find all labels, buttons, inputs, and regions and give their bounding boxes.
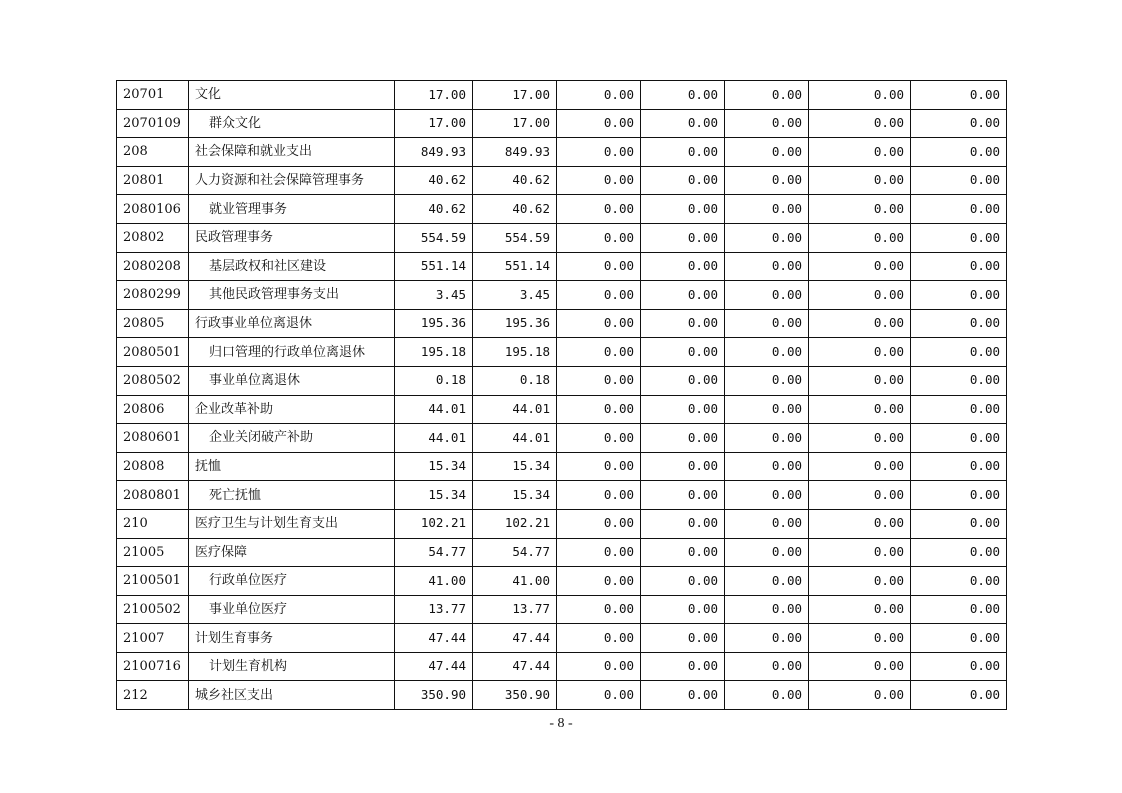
amount-cell: 0.00 — [557, 481, 641, 510]
amount-cell: 13.77 — [395, 595, 473, 624]
amount-cell: 15.34 — [473, 452, 557, 481]
amount-cell: 40.62 — [473, 166, 557, 195]
amount-cell: 0.00 — [809, 624, 911, 653]
amount-cell: 0.00 — [725, 195, 809, 224]
amount-cell: 195.18 — [395, 338, 473, 367]
amount-cell: 0.00 — [725, 452, 809, 481]
amount-cell: 0.00 — [641, 595, 725, 624]
amount-cell: 17.00 — [473, 109, 557, 138]
subject-code-cell: 2080502 — [117, 366, 189, 395]
subject-code-cell: 2080801 — [117, 481, 189, 510]
amount-cell: 0.00 — [557, 338, 641, 367]
amount-cell: 0.00 — [911, 195, 1007, 224]
amount-cell: 15.34 — [395, 452, 473, 481]
amount-cell: 0.00 — [557, 109, 641, 138]
amount-cell: 47.44 — [395, 652, 473, 681]
subject-code-cell: 20701 — [117, 81, 189, 110]
amount-cell: 102.21 — [395, 509, 473, 538]
subject-name-cell: 行政事业单位离退休 — [189, 309, 395, 338]
table-row — [117, 595, 1007, 624]
amount-cell: 0.00 — [911, 309, 1007, 338]
amount-cell: 44.01 — [395, 424, 473, 453]
budget-table-container — [116, 80, 1006, 710]
subject-code-cell: 20805 — [117, 309, 189, 338]
amount-cell: 0.00 — [641, 567, 725, 596]
subject-name-cell: 企业关闭破产补助 — [189, 424, 395, 453]
subject-name-cell: 文化 — [189, 81, 395, 110]
table-row — [117, 138, 1007, 167]
amount-cell: 47.44 — [473, 652, 557, 681]
subject-code-cell: 20808 — [117, 452, 189, 481]
amount-cell: 0.00 — [725, 223, 809, 252]
subject-code-cell: 21007 — [117, 624, 189, 653]
amount-cell: 0.00 — [911, 567, 1007, 596]
amount-cell: 0.00 — [641, 166, 725, 195]
subject-name-cell: 死亡抚恤 — [189, 481, 395, 510]
amount-cell: 0.00 — [911, 366, 1007, 395]
amount-cell: 551.14 — [473, 252, 557, 281]
table-row — [117, 338, 1007, 367]
table-row — [117, 223, 1007, 252]
amount-cell: 0.00 — [725, 624, 809, 653]
subject-code-cell: 212 — [117, 681, 189, 710]
subject-code-cell: 20801 — [117, 166, 189, 195]
amount-cell: 0.00 — [809, 681, 911, 710]
amount-cell: 0.00 — [911, 252, 1007, 281]
subject-code-cell: 2080501 — [117, 338, 189, 367]
amount-cell: 15.34 — [473, 481, 557, 510]
amount-cell: 0.00 — [557, 252, 641, 281]
amount-cell: 0.00 — [809, 652, 911, 681]
subject-name-cell: 就业管理事务 — [189, 195, 395, 224]
amount-cell: 0.00 — [557, 309, 641, 338]
amount-cell: 0.00 — [641, 138, 725, 167]
amount-cell: 0.00 — [641, 81, 725, 110]
amount-cell: 849.93 — [395, 138, 473, 167]
subject-code-cell: 2100716 — [117, 652, 189, 681]
amount-cell: 0.00 — [725, 338, 809, 367]
amount-cell: 0.00 — [557, 195, 641, 224]
amount-cell: 0.00 — [911, 338, 1007, 367]
amount-cell: 0.00 — [911, 595, 1007, 624]
amount-cell: 0.00 — [725, 81, 809, 110]
amount-cell: 40.62 — [395, 195, 473, 224]
amount-cell: 0.00 — [641, 624, 725, 653]
table-row — [117, 652, 1007, 681]
amount-cell: 0.00 — [725, 366, 809, 395]
amount-cell: 41.00 — [395, 567, 473, 596]
table-row — [117, 567, 1007, 596]
amount-cell: 0.00 — [557, 595, 641, 624]
amount-cell: 0.00 — [725, 567, 809, 596]
amount-cell: 0.00 — [557, 452, 641, 481]
amount-cell: 0.00 — [641, 252, 725, 281]
amount-cell: 0.00 — [725, 166, 809, 195]
amount-cell: 0.00 — [557, 424, 641, 453]
amount-cell: 195.36 — [395, 309, 473, 338]
table-row — [117, 252, 1007, 281]
amount-cell: 17.00 — [395, 81, 473, 110]
amount-cell: 0.00 — [809, 395, 911, 424]
amount-cell: 17.00 — [473, 81, 557, 110]
amount-cell: 350.90 — [395, 681, 473, 710]
amount-cell: 0.00 — [911, 652, 1007, 681]
amount-cell: 0.00 — [809, 338, 911, 367]
budget-expenditure-table — [116, 80, 1007, 710]
amount-cell: 0.00 — [725, 509, 809, 538]
amount-cell: 0.00 — [809, 509, 911, 538]
amount-cell: 849.93 — [473, 138, 557, 167]
subject-code-cell: 208 — [117, 138, 189, 167]
amount-cell: 0.00 — [641, 452, 725, 481]
amount-cell: 0.00 — [641, 481, 725, 510]
amount-cell: 0.00 — [725, 681, 809, 710]
subject-code-cell: 2100501 — [117, 567, 189, 596]
amount-cell: 40.62 — [395, 166, 473, 195]
amount-cell: 0.00 — [641, 195, 725, 224]
subject-name-cell: 事业单位医疗 — [189, 595, 395, 624]
subject-code-cell: 2070109 — [117, 109, 189, 138]
amount-cell: 41.00 — [473, 567, 557, 596]
amount-cell: 0.00 — [557, 567, 641, 596]
amount-cell: 0.00 — [641, 509, 725, 538]
amount-cell: 0.00 — [557, 624, 641, 653]
amount-cell: 0.00 — [911, 424, 1007, 453]
amount-cell: 47.44 — [395, 624, 473, 653]
table-row — [117, 424, 1007, 453]
subject-name-cell: 医疗卫生与计划生育支出 — [189, 509, 395, 538]
subject-code-cell: 20806 — [117, 395, 189, 424]
subject-name-cell: 归口管理的行政单位离退休 — [189, 338, 395, 367]
amount-cell: 0.00 — [641, 424, 725, 453]
subject-code-cell: 2080299 — [117, 281, 189, 310]
amount-cell: 44.01 — [395, 395, 473, 424]
table-row — [117, 366, 1007, 395]
amount-cell: 195.18 — [473, 338, 557, 367]
table-row — [117, 395, 1007, 424]
amount-cell: 0.00 — [725, 538, 809, 567]
amount-cell: 0.00 — [641, 223, 725, 252]
amount-cell: 0.00 — [809, 366, 911, 395]
amount-cell: 0.00 — [911, 624, 1007, 653]
amount-cell: 0.00 — [725, 424, 809, 453]
page-number: - 8 - — [549, 716, 573, 731]
amount-cell: 0.00 — [557, 509, 641, 538]
amount-cell: 0.00 — [911, 81, 1007, 110]
amount-cell: 0.00 — [557, 166, 641, 195]
amount-cell: 0.00 — [809, 223, 911, 252]
amount-cell: 0.00 — [641, 652, 725, 681]
amount-cell: 0.00 — [911, 109, 1007, 138]
amount-cell: 0.00 — [911, 509, 1007, 538]
amount-cell: 0.00 — [557, 138, 641, 167]
amount-cell: 0.00 — [557, 681, 641, 710]
subject-code-cell: 2080601 — [117, 424, 189, 453]
table-row — [117, 681, 1007, 710]
amount-cell: 0.00 — [911, 538, 1007, 567]
amount-cell: 0.00 — [911, 395, 1007, 424]
amount-cell: 0.00 — [641, 338, 725, 367]
amount-cell: 0.00 — [725, 395, 809, 424]
amount-cell: 44.01 — [473, 395, 557, 424]
amount-cell: 0.00 — [557, 366, 641, 395]
amount-cell: 17.00 — [395, 109, 473, 138]
amount-cell: 0.00 — [911, 452, 1007, 481]
amount-cell: 0.00 — [911, 481, 1007, 510]
table-row — [117, 624, 1007, 653]
amount-cell: 44.01 — [473, 424, 557, 453]
amount-cell: 350.90 — [473, 681, 557, 710]
amount-cell: 0.00 — [911, 138, 1007, 167]
amount-cell: 102.21 — [473, 509, 557, 538]
amount-cell: 0.00 — [725, 309, 809, 338]
amount-cell: 0.00 — [809, 481, 911, 510]
amount-cell: 551.14 — [395, 252, 473, 281]
subject-name-cell: 计划生育事务 — [189, 624, 395, 653]
table-row — [117, 81, 1007, 110]
amount-cell: 0.00 — [725, 481, 809, 510]
subject-name-cell: 民政管理事务 — [189, 223, 395, 252]
amount-cell: 0.00 — [641, 538, 725, 567]
amount-cell: 554.59 — [473, 223, 557, 252]
table-row — [117, 309, 1007, 338]
amount-cell: 0.00 — [911, 166, 1007, 195]
amount-cell: 0.00 — [809, 538, 911, 567]
table-row — [117, 195, 1007, 224]
table-row — [117, 481, 1007, 510]
amount-cell: 0.00 — [809, 166, 911, 195]
subject-code-cell: 21005 — [117, 538, 189, 567]
subject-name-cell: 城乡社区支出 — [189, 681, 395, 710]
amount-cell: 0.00 — [809, 281, 911, 310]
amount-cell: 3.45 — [473, 281, 557, 310]
subject-code-cell: 2100502 — [117, 595, 189, 624]
table-row — [117, 452, 1007, 481]
table-row — [117, 166, 1007, 195]
amount-cell: 0.18 — [395, 366, 473, 395]
amount-cell: 0.00 — [557, 395, 641, 424]
table-row — [117, 538, 1007, 567]
amount-cell: 0.00 — [809, 452, 911, 481]
amount-cell: 0.00 — [911, 223, 1007, 252]
subject-name-cell: 企业改革补助 — [189, 395, 395, 424]
amount-cell: 0.00 — [641, 395, 725, 424]
amount-cell: 54.77 — [473, 538, 557, 567]
amount-cell: 0.00 — [911, 681, 1007, 710]
amount-cell: 40.62 — [473, 195, 557, 224]
subject-name-cell: 基层政权和社区建设 — [189, 252, 395, 281]
amount-cell: 0.00 — [809, 595, 911, 624]
amount-cell: 15.34 — [395, 481, 473, 510]
subject-name-cell: 抚恤 — [189, 452, 395, 481]
amount-cell: 0.18 — [473, 366, 557, 395]
amount-cell: 0.00 — [809, 252, 911, 281]
amount-cell: 0.00 — [911, 281, 1007, 310]
amount-cell: 0.00 — [725, 138, 809, 167]
subject-name-cell: 医疗保障 — [189, 538, 395, 567]
subject-name-cell: 计划生育机构 — [189, 652, 395, 681]
subject-name-cell: 其他民政管理事务支出 — [189, 281, 395, 310]
subject-name-cell: 人力资源和社会保障管理事务 — [189, 166, 395, 195]
amount-cell: 0.00 — [641, 681, 725, 710]
amount-cell: 0.00 — [557, 538, 641, 567]
subject-name-cell: 群众文化 — [189, 109, 395, 138]
amount-cell: 195.36 — [473, 309, 557, 338]
amount-cell: 3.45 — [395, 281, 473, 310]
amount-cell: 0.00 — [557, 281, 641, 310]
amount-cell: 0.00 — [809, 81, 911, 110]
subject-code-cell: 20802 — [117, 223, 189, 252]
amount-cell: 47.44 — [473, 624, 557, 653]
subject-code-cell: 210 — [117, 509, 189, 538]
amount-cell: 0.00 — [641, 281, 725, 310]
amount-cell: 0.00 — [641, 366, 725, 395]
amount-cell: 0.00 — [557, 223, 641, 252]
table-row — [117, 281, 1007, 310]
amount-cell: 0.00 — [725, 595, 809, 624]
amount-cell: 0.00 — [809, 138, 911, 167]
subject-code-cell: 2080106 — [117, 195, 189, 224]
subject-name-cell: 事业单位离退休 — [189, 366, 395, 395]
amount-cell: 54.77 — [395, 538, 473, 567]
amount-cell: 0.00 — [557, 81, 641, 110]
amount-cell: 0.00 — [725, 109, 809, 138]
amount-cell: 0.00 — [557, 652, 641, 681]
amount-cell: 0.00 — [725, 281, 809, 310]
amount-cell: 0.00 — [809, 567, 911, 596]
amount-cell: 554.59 — [395, 223, 473, 252]
table-body — [117, 81, 1007, 710]
amount-cell: 0.00 — [809, 195, 911, 224]
subject-code-cell: 2080208 — [117, 252, 189, 281]
table-row — [117, 109, 1007, 138]
amount-cell: 0.00 — [725, 252, 809, 281]
table-row — [117, 509, 1007, 538]
amount-cell: 0.00 — [725, 652, 809, 681]
amount-cell: 0.00 — [641, 309, 725, 338]
subject-name-cell: 行政单位医疗 — [189, 567, 395, 596]
amount-cell: 13.77 — [473, 595, 557, 624]
amount-cell: 0.00 — [809, 109, 911, 138]
subject-name-cell: 社会保障和就业支出 — [189, 138, 395, 167]
amount-cell: 0.00 — [641, 109, 725, 138]
amount-cell: 0.00 — [809, 424, 911, 453]
amount-cell: 0.00 — [809, 309, 911, 338]
